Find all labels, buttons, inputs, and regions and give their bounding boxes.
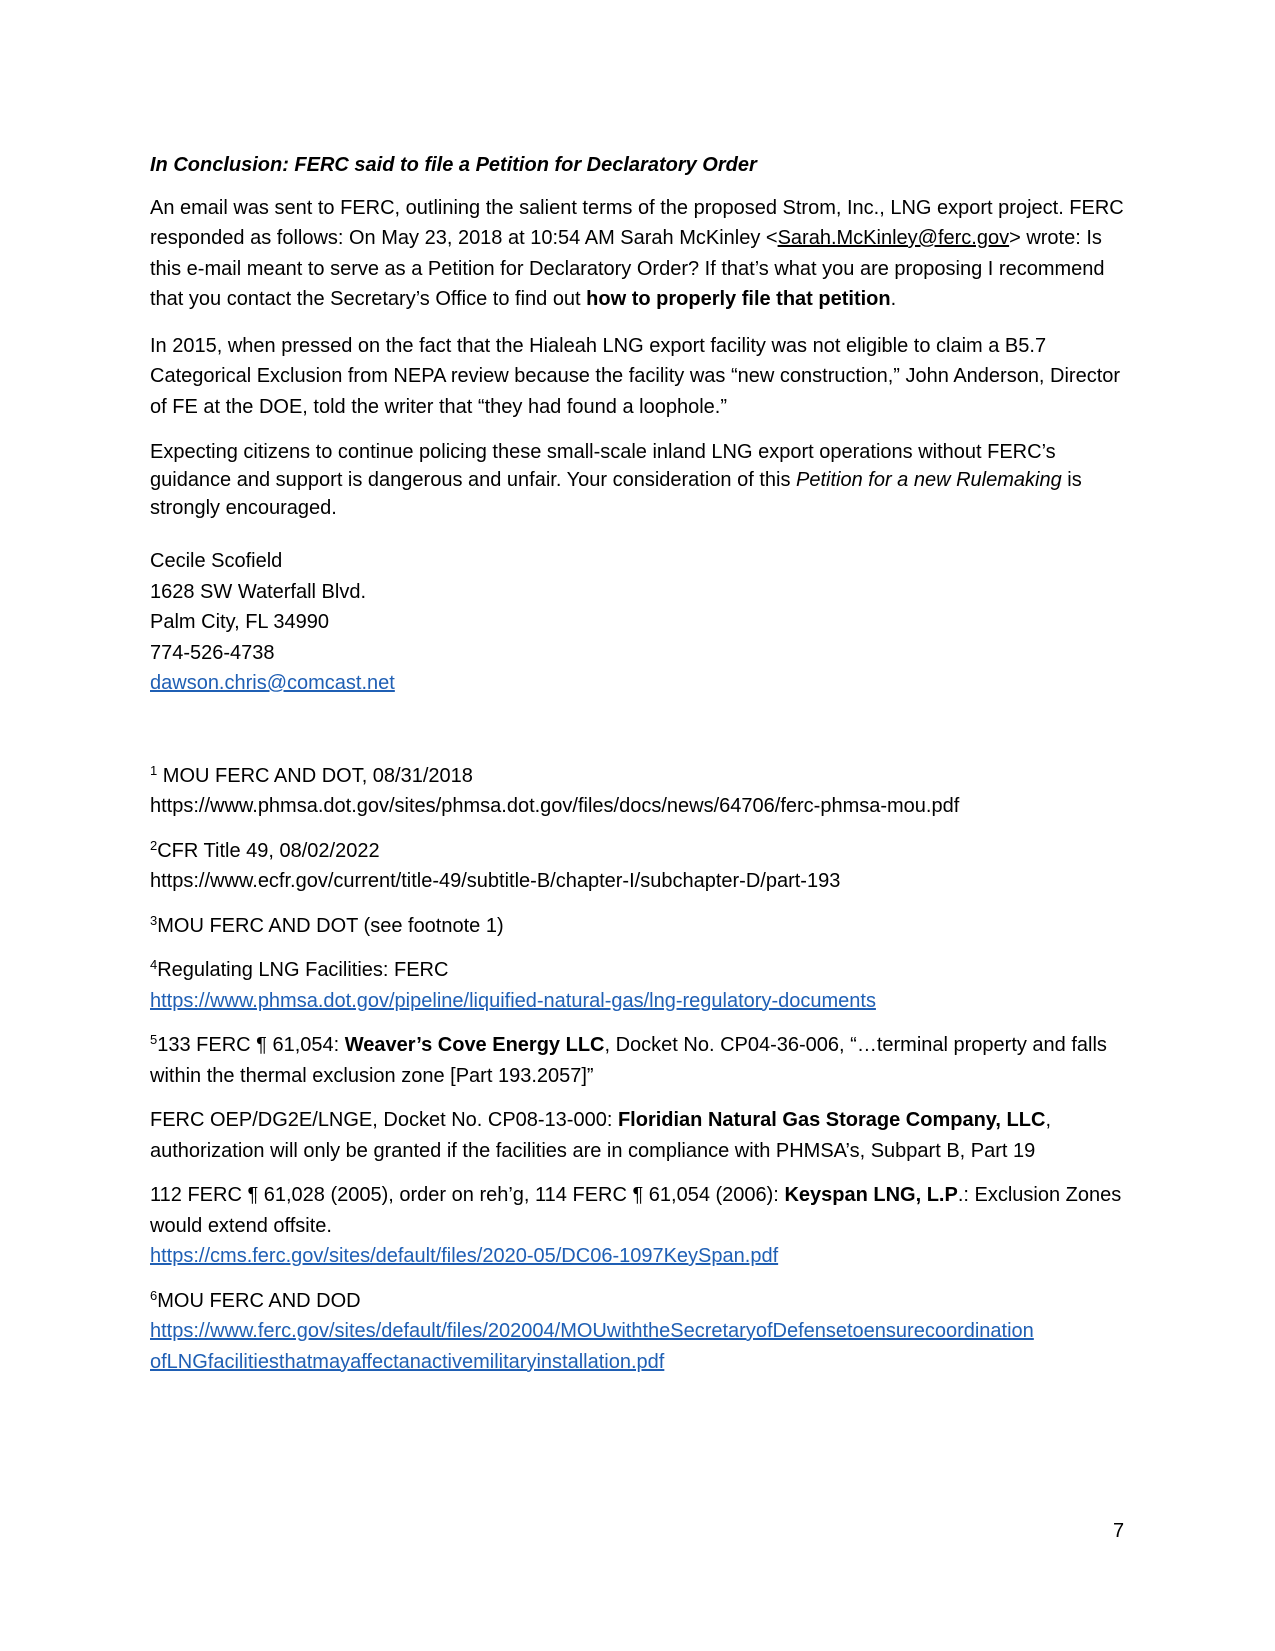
footnote-title [150,836,1130,867]
footnote-title [150,1286,1130,1317]
footnote-text: 133 FERC ¶ 61,054: [157,1034,345,1056]
footnote-title-text: MOU FERC AND DOT (see footnote 1) [157,914,504,937]
footnote-title-text: MOU FERC AND DOD [157,1289,361,1312]
footnote-url-text: https://www.phmsa.dot.gov/sites/phmsa.dot.gov/files/docs/news/64706/ferc-phmsa-mou.pdf [150,795,960,817]
signer-email-link[interactable]: dawson.chris@comcast.net [150,672,395,694]
footnote-url-text: https://www.ecfr.gov/current/title-49/subtitle-B/chapter-I/subchapter-D/part-193 [150,870,841,892]
paragraph-text: . [890,288,897,310]
signer-city: Palm City, FL 34990 [150,611,329,633]
paragraph-text: is strongly encouraged. [150,469,1082,519]
footnote-4 [150,955,1130,1016]
footnote-text: , authorization will only be granted if the facilities are in compliance with PHMSA’s, Subpart B, Part 19 [150,1109,1051,1162]
bold-text: how to properly file that petition [586,288,891,310]
signature-block [150,546,1130,699]
footnote-link[interactable]: https://www.ferc.gov/sites/default/files/202004/MOUwiththeSecretaryofDefensetoensurecoordination [150,1320,1034,1342]
footnote-marker: 3 [150,912,158,928]
signer-name: Cecile Scofield [150,550,283,572]
page-number: 7 [1113,1520,1125,1542]
footnote-3 [150,911,1130,942]
case-name: Weaver’s Cove Energy LLC [344,1034,605,1056]
footnote-text: 112 FERC ¶ 61,028 (2005), order on reh’g, 114 FERC ¶ 61,054 (2006): [150,1184,785,1206]
signer-phone: 774-526-4738 [150,641,275,664]
footnote-title-text: Regulating LNG Facilities: FERC [157,959,449,981]
case-name: Keyspan LNG, L.P [784,1184,958,1206]
footnote-5 [150,1030,1130,1091]
footnote-title-text: CFR Title 49, 08/02/2022 [157,839,380,862]
footnote-link[interactable]: https://cms.ferc.gov/sites/default/files/2020-05/DC06-1097KeySpan.pdf [150,1245,779,1267]
paragraph-ferc-email [150,193,1130,315]
footnote-6 [150,1286,1130,1378]
footnote-marker: 1 [150,762,158,778]
footnote-marker: 5 [150,1032,158,1047]
footnote-1 [150,761,1130,822]
footnote-marker: 2 [150,837,158,853]
paragraph-hialeah: In 2015, when pressed on the fact that the Hialeah LNG export facility was not eligible to claim a B5.7 Categorical Exclusion from NEPA review because the facility was “new construction,” John Anderson, Director of FE at the DOE, told the writer that “they had found a loophole.” [150,334,1121,418]
paragraph-text: > wrote: Is this e-mail meant to serve as a Petition for Declaratory Order? If that’s what you are proposing I recommend that you contact the Secretary’s Office to find out [150,227,1105,310]
footnote-title [150,761,1130,792]
footnote-title [150,911,1130,942]
signer-street: 1628 SW Waterfall Blvd. [150,580,367,603]
footnote-marker: 4 [150,957,158,972]
paragraph-conclusion [150,438,1130,522]
footnote-2 [150,836,1130,897]
footnotes-section [150,761,1130,1378]
footnote-title-text: MOU FERC AND DOT, 08/31/2018 [157,764,473,787]
footnote-marker: 6 [150,1287,158,1303]
section-heading: In Conclusion: FERC said to file a Petition for Declaratory Order [150,154,757,176]
footnote-title [150,955,1130,986]
ferc-email-link[interactable]: Sarah.McKinley@ferc.gov [777,227,1010,249]
footnote-link[interactable]: https://www.phmsa.dot.gov/pipeline/liquified-natural-gas/lng-regulatory-documents [150,989,876,1012]
paragraph-text: An email was sent to FERC, outlining the salient terms of the proposed Strom, Inc., LNG export project. FERC responded as follows: On May 23, 2018 at 10:54 AM Sarah McKinley < [150,196,1124,249]
paragraph-text: Expecting citizens to continue policing these small-scale inland LNG export operations without FERC’s guidance and support is dangerous and unfair. Your consideration of this [150,441,1056,491]
footnote-5-keyspan [150,1180,1130,1272]
footnote-link[interactable]: ofLNGfacilitiesthatmayaffectanactivemilitaryinstallation.pdf [150,1350,665,1373]
case-name: Floridian Natural Gas Storage Company, LLC [617,1109,1046,1131]
footnote-text: , Docket No. CP04-36-006, “…terminal property and falls within the thermal exclusion zone [Part 193.2057]” [150,1034,1107,1087]
footnote-text: .: Exclusion Zones would extend offsite. [150,1184,1122,1237]
document-page [150,150,1130,1391]
footnote-text: FERC OEP/DG2E/LNGE, Docket No. CP08-13-000: [150,1109,618,1131]
italic-text: Petition for a new Rulemaking [796,469,1062,491]
footnote-5-floridian [150,1105,1130,1166]
